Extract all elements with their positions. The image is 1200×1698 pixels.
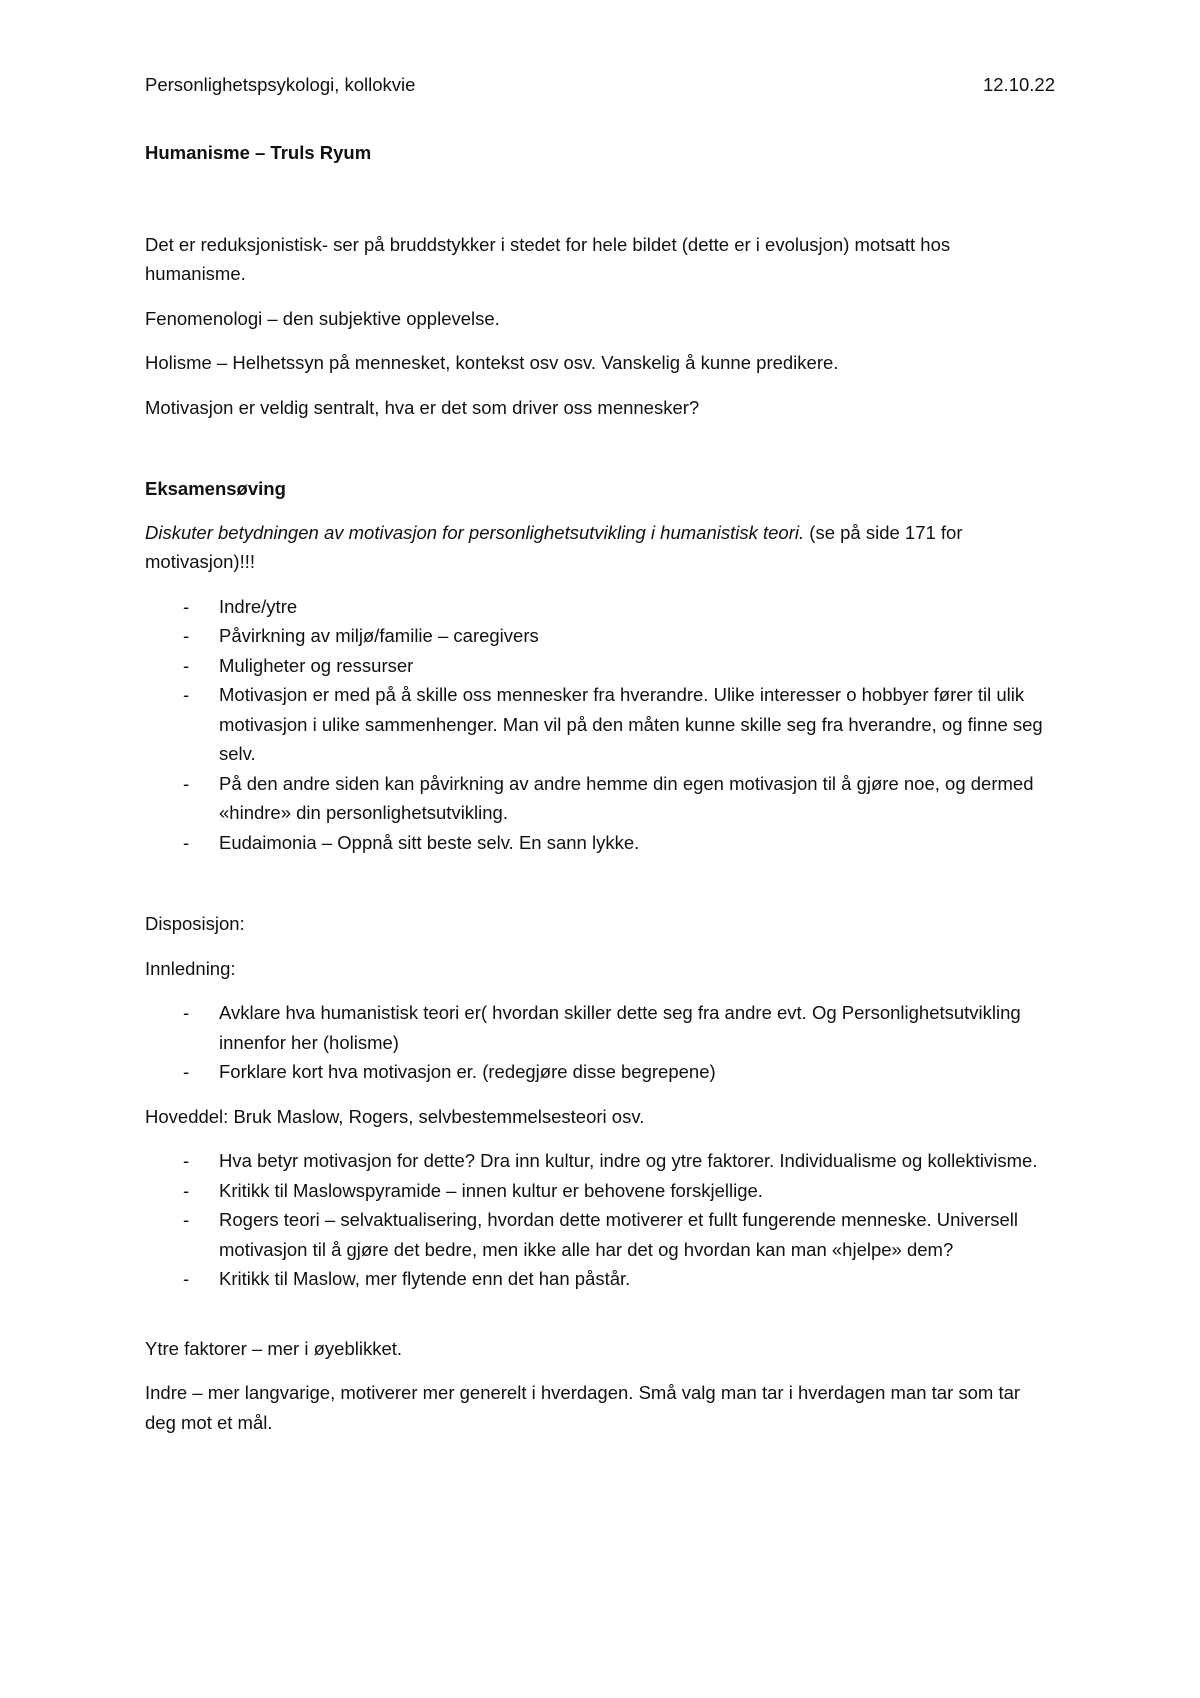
intro-paragraph: Fenomenologi – den subjektive opplevelse. <box>145 307 500 329</box>
header-date: 12.10.22 <box>982 74 1055 95</box>
list-item: - Eudaimonia – Oppnå sitt beste selv. En sann lykke. <box>145 828 1055 858</box>
disposition-heading: Disposisjon: <box>145 913 245 934</box>
list-item: - Hva betyr motivasjon for dette? Dra inn kultur, indre og ytre faktorer. Individualisme og kollektivisme. <box>145 1146 1055 1176</box>
list-item: - Indre/ytre <box>145 592 1055 622</box>
list-item: - Kritikk til Maslowspyramide – innen kultur er behovene forskjellige. <box>145 1176 1055 1206</box>
list-item: - Avklare hva humanistisk teori er( hvordan skiller dette seg fra andre evt. Og Personlighetsutvikling innenfor her (holisme) <box>145 998 1055 1057</box>
list-item: - Påvirkning av miljø/familie – caregivers <box>145 621 1055 651</box>
page-header <box>145 70 1055 100</box>
list-item: - Forklare kort hva motivasjon er. (redegjøre disse begrepene) <box>145 1057 1055 1087</box>
main-part-bullet-list <box>145 1146 1055 1294</box>
exam-question <box>145 518 1055 577</box>
header-course: Personlighetspsykologi, kollokvie <box>145 74 416 95</box>
intro-paragraph: Det er reduksjonistisk- ser på bruddstykker i stedet for hele bildet (dette er i evolusjon) motsatt hos humanisme. <box>145 233 951 284</box>
document-title: Humanisme – Truls Ryum <box>145 142 372 163</box>
intro-paragraph: Holisme – Helhetssyn på mennesket, kontekst osv osv. Vanskelig å kunne predikere. <box>145 352 839 373</box>
exam-bullet-list <box>145 592 1055 858</box>
list-item: - Muligheter og ressurser <box>145 651 1055 681</box>
introduction-bullet-list <box>145 998 1055 1087</box>
list-item: - Motivasjon er med på å skille oss mennesker fra hverandre. Ulike interesser o hobbyer fører til ulik motivasjon i ulike sammenhenger. Man vil på den måten kunne skille seg fra hverandre, og finne seg selv. <box>145 680 1055 769</box>
exam-question-note: (se på side 171 for motivasjon)!!! <box>145 521 963 572</box>
introduction-label: Innledning: <box>145 957 236 979</box>
list-item: - På den andre siden kan påvirkning av andre hemme din egen motivasjon til å gjøre noe, og dermed «hindre» din personlighetsutvikling. <box>145 769 1055 828</box>
list-item: - Rogers teori – selvaktualisering, hvordan dette motiverer et fullt fungerende menneske. Universell motivasjon til å gjøre det bedre, men ikke alle har det og hvordan kan man «hjelpe» dem? <box>145 1205 1055 1264</box>
exam-heading: Eksamensøving <box>145 478 286 499</box>
list-item: - Kritikk til Maslow, mer flytende enn det han påstår. <box>145 1264 1055 1294</box>
main-part-label: Hoveddel: Bruk Maslow, Rogers, selvbestemmelsesteori osv. <box>145 1105 645 1127</box>
exam-question-text: Diskuter betydningen av motivasjon for personlighetsutvikling i humanistisk teori. <box>145 521 805 543</box>
document-page <box>145 70 1055 1452</box>
external-factors-paragraph: Ytre faktorer – mer i øyeblikket. <box>145 1337 403 1359</box>
intro-paragraph: Motivasjon er veldig sentralt, hva er det som driver oss mennesker? <box>145 396 700 418</box>
internal-factors-paragraph: Indre – mer langvarige, motiverer mer generelt i hverdagen. Små valg man tar i hverdagen man tar som tar deg mot et mål. <box>145 1382 1021 1433</box>
